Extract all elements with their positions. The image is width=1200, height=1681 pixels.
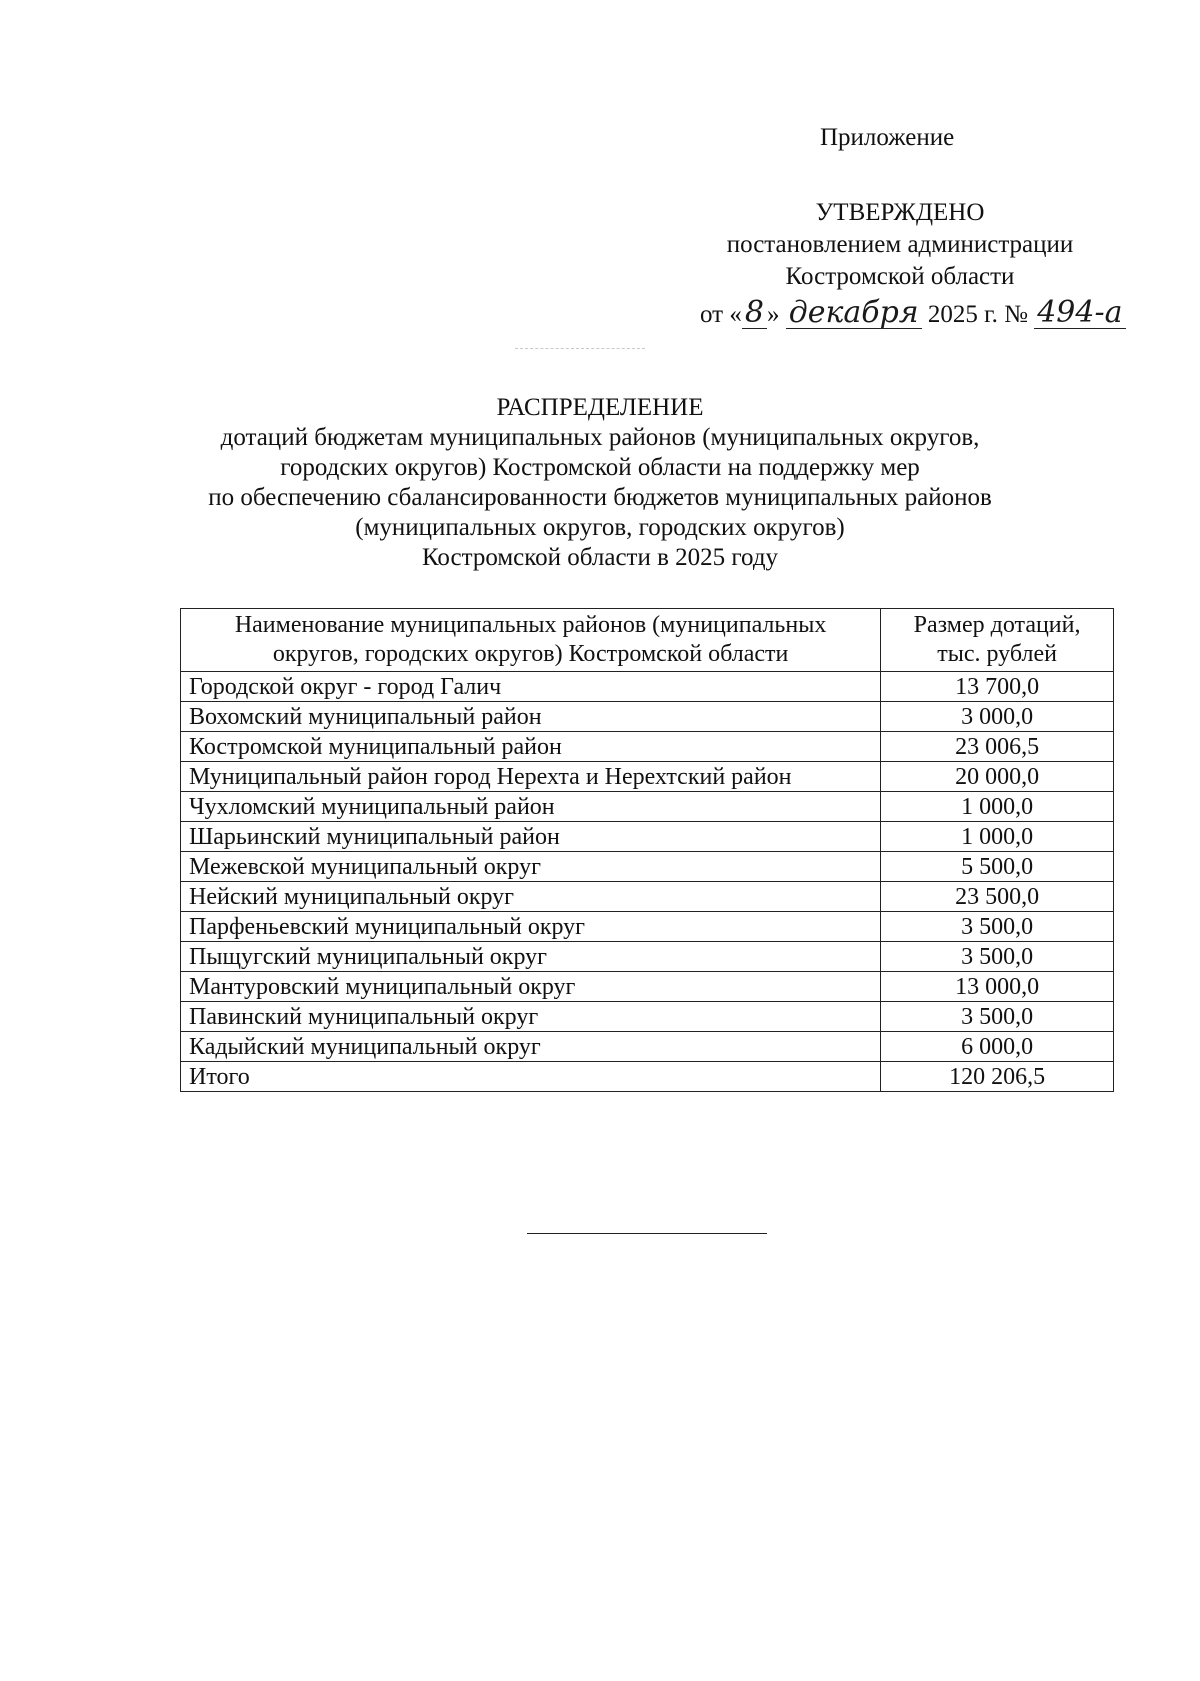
row-value-cell: 6 000,0 (881, 1032, 1114, 1062)
distribution-table (180, 608, 1114, 1092)
row-value-cell: 20 000,0 (881, 762, 1114, 792)
row-value-cell: 5 500,0 (881, 852, 1114, 882)
row-value-cell: 3 000,0 (881, 702, 1114, 732)
table-body (181, 672, 1114, 1062)
row-name-cell: Павинский муниципальный округ (181, 1002, 881, 1032)
approval-date-line (700, 295, 1126, 330)
row-name-cell: Вохомский муниципальный район (181, 702, 881, 732)
table-row (181, 912, 1114, 942)
document-title: РАСПРЕДЕЛЕНИЕ (496, 394, 704, 421)
row-value-cell: 23 006,5 (881, 732, 1114, 762)
table-row (181, 822, 1114, 852)
total-value-cell: 120 206,5 (881, 1062, 1114, 1092)
row-name-cell: Шарьинский муниципальный район (181, 822, 881, 852)
row-name-cell: Муниципальный район город Нерехта и Нерехтский район (181, 762, 881, 792)
table-total-row (181, 1062, 1114, 1092)
table-row (181, 972, 1114, 1002)
table-row (181, 852, 1114, 882)
date-mid: » (766, 301, 780, 328)
row-name-cell: Городской округ - город Галич (181, 672, 881, 702)
approval-line-1: постановлением администрации (726, 231, 1074, 258)
document-subtitle: дотаций бюджетам муниципальных районов (муниципальных округов, городских округов) Костромской области на поддержку мер по обеспечению сбалансированности бюджетов муниципальных районов (муниципальных округов, городских округов) Костромской области в 2025 году (208, 424, 992, 571)
row-name-cell: Мантуровский муниципальный округ (181, 972, 881, 1002)
header-value-cell: Размер дотаций, тыс. рублей (881, 609, 1114, 672)
closing-rule (527, 1233, 767, 1234)
row-value-cell: 3 500,0 (881, 912, 1114, 942)
row-name-cell: Межевской муниципальный округ (181, 852, 881, 882)
handwritten-day: 8 (742, 298, 767, 329)
table-row (181, 762, 1114, 792)
faint-dashed-divider (515, 348, 645, 349)
handwritten-month: декабря (786, 298, 922, 329)
approval-block (680, 197, 1120, 293)
row-name-cell: Нейский муниципальный округ (181, 882, 881, 912)
row-name-cell: Костромской муниципальный район (181, 732, 881, 762)
table-header-row (181, 609, 1114, 672)
row-value-cell: 1 000,0 (881, 792, 1114, 822)
row-value-cell: 3 500,0 (881, 942, 1114, 972)
total-label-cell: Итого (181, 1062, 881, 1092)
table-row (181, 942, 1114, 972)
table-row (181, 732, 1114, 762)
table-row (181, 1032, 1114, 1062)
handwritten-number: 494-а (1034, 298, 1125, 329)
table-row (181, 702, 1114, 732)
title-block (180, 393, 1020, 573)
row-value-cell: 13 000,0 (881, 972, 1114, 1002)
table-row (181, 1002, 1114, 1032)
row-value-cell: 23 500,0 (881, 882, 1114, 912)
row-value-cell: 13 700,0 (881, 672, 1114, 702)
row-name-cell: Пыщугский муниципальный округ (181, 942, 881, 972)
row-value-cell: 3 500,0 (881, 1002, 1114, 1032)
row-name-cell: Чухломский муниципальный район (181, 792, 881, 822)
row-name-cell: Кадыйский муниципальный округ (181, 1032, 881, 1062)
year-text: 2025 г. № (927, 301, 1028, 328)
header-name-cell: Наименование муниципальных районов (муниципальных округов, городских округов) Костромской области (181, 609, 881, 672)
date-prefix: от « (700, 301, 742, 328)
appendix-label: Приложение (820, 124, 955, 151)
table-row (181, 672, 1114, 702)
row-value-cell: 1 000,0 (881, 822, 1114, 852)
approval-heading: УТВЕРЖДЕНО (815, 199, 985, 226)
approval-line-2: Костромской области (785, 263, 1015, 290)
table-row (181, 792, 1114, 822)
row-name-cell: Парфеньевский муниципальный округ (181, 912, 881, 942)
table-row (181, 882, 1114, 912)
